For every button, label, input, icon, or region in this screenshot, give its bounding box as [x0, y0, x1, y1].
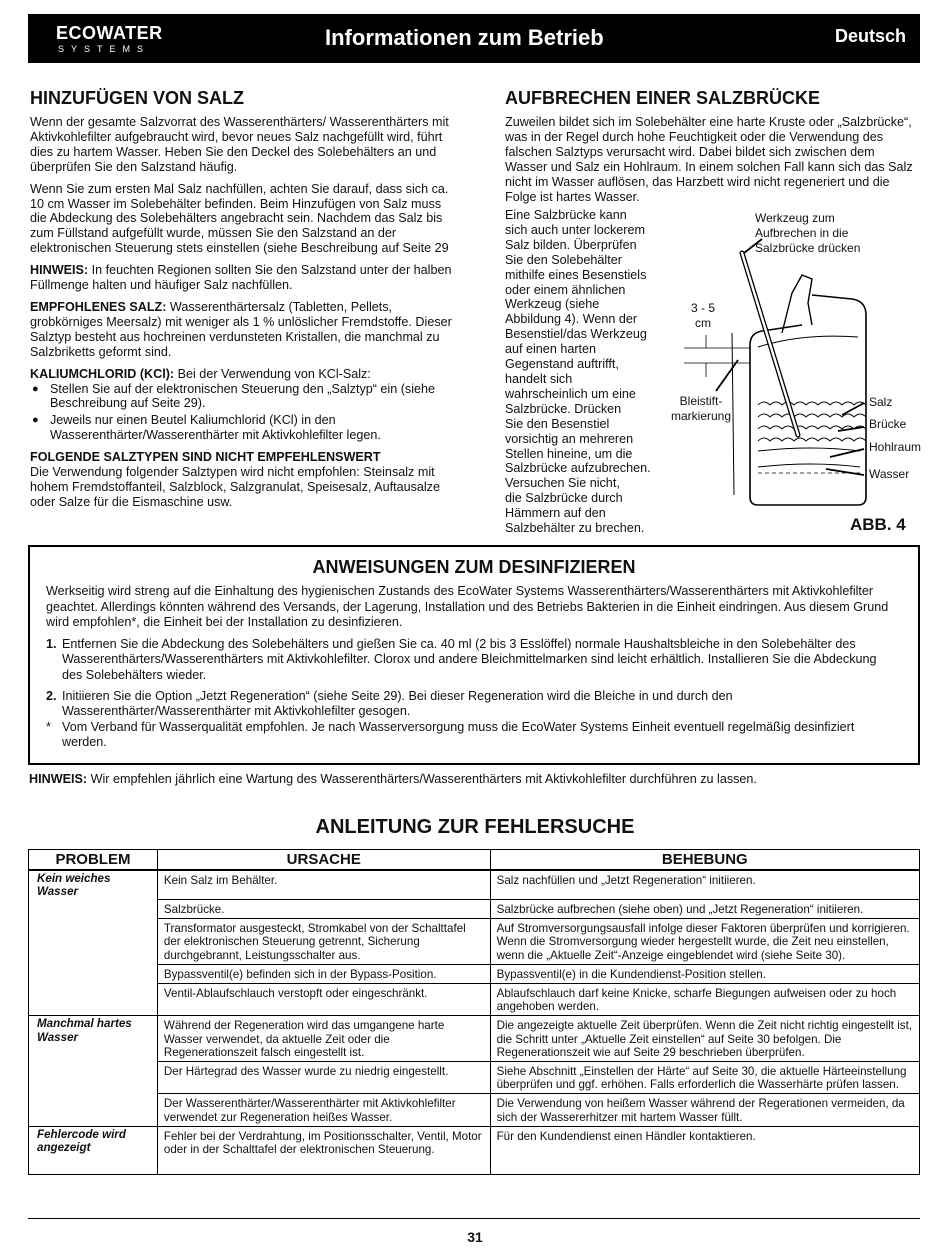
table-row [29, 870, 920, 899]
figure-label-cavity: Hohlraum [869, 440, 922, 454]
cell-problem [29, 1061, 158, 1093]
figure-salt-bridge [662, 205, 920, 540]
bridge-text-line: Versuchen Sie nicht, [505, 476, 620, 491]
bridge-text-line: oder einem ähnlichen [505, 282, 626, 297]
bridge-text-line: mithilfe eines Besenstiels [505, 267, 647, 282]
cell-problem: Manchmal hartes Wasser [29, 1016, 158, 1062]
kcl-bullet: ● Stellen Sie auf der elektronischen Steuerung den „Salztyp“ ein (siehe Beschreibung auf Seite 29). [32, 381, 436, 411]
figure-label-pencil-mark: Bleistift- markierung [670, 394, 732, 423]
footer-rule [28, 1218, 920, 1219]
cell-problem [29, 964, 158, 983]
figure-label-tool: Werkzeug zum Aufbrechen in die Salzbrücke drücken [755, 211, 861, 255]
bridge-text-line: handelt sich [505, 371, 573, 386]
table-row [29, 899, 920, 918]
bridge-paragraph-2 [505, 208, 675, 536]
cell-problem [29, 983, 158, 1015]
figure-label-measure: 3 - 5 cm [690, 301, 715, 330]
page-title: Informationen zum Betrieb [325, 25, 604, 50]
troubleshooting-title: ANLEITUNG ZUR FEHLERSUCHE [315, 816, 635, 838]
bullet-icon: ● [32, 414, 39, 427]
page-number: 31 [467, 1229, 483, 1245]
bridge-text-line: Hämmern auf den [505, 506, 606, 521]
not-recommended-heading: FOLGENDE SALZTYPEN SIND NICHT EMPFEHLENSWERT [30, 450, 381, 465]
salt-paragraph-1: Wenn der gesamte Salzvorrat des Wasserenthärters/ Wasserenthärters mit Aktivkohlefilter aufgebraucht wird, bevor neues Salz nachgefüllt wird, führt dies zu hartem Wasser. Heben Sie den Deckel des Solebehälters an und überprüfen Sie den Salzstand häufig. [30, 115, 449, 174]
salt-section [30, 88, 460, 510]
bridge-text-line: Salzbrücke aufzubrechen. [505, 461, 651, 476]
cell-cause: Transformator ausgesteckt, Stromkabel von der Schalttafel der elektronischen Steuerung getrennt, Sicherung durchgebrannt, Leistungsschalter aus. [157, 919, 490, 965]
cell-problem [29, 899, 158, 918]
bridge-text-line: vorsichtig an mehreren [505, 431, 634, 446]
table-header-row [29, 850, 920, 871]
bridge-text-line: Stellen hineine, um die [505, 446, 633, 461]
bridge-text-line: auf einen harten [505, 342, 597, 357]
table-row [29, 1094, 920, 1126]
table-row [29, 1016, 920, 1062]
cell-fix: Die Verwendung von heißem Wasser während der Regerationen vermeiden, da sich der Wassererhitzer mit hartem Wasser füllt. [490, 1094, 919, 1126]
header-bar [28, 14, 920, 63]
disinfect-heading: ANWEISUNGEN ZUM DESINFIZIEREN [312, 557, 636, 577]
cell-fix: Siehe Abschnitt „Einstellen der Härte“ auf Seite 30, die aktuelle Härteeinstellung überprüfen und ggf. erhöhen. Falls erforderlich die Wasserhärte prüfen lassen. [490, 1061, 919, 1093]
salt-paragraph-2: Wenn Sie zum ersten Mal Salz nachfüllen, achten Sie darauf, dass sich ca. 10 cm Wasser im Solebehälter befinden. Beim Hinzufügen von Salz muss die Abdeckung des Solebehälters angebracht sein. Nachdem das Salz bis zum Füllstand aufgefüllt wurde, müssen Sie den Salzstand an der elektronischen Steuerung stets einstellen (siehe Beschreibung auf Seite 29 [30, 181, 449, 256]
cell-problem [29, 1094, 158, 1126]
bridge-text-line: sich auch unter lockerem [505, 222, 645, 237]
column-header-problem: PROBLEM [29, 850, 158, 871]
cell-problem [29, 919, 158, 965]
cell-cause: Fehler bei der Verdrahtung, im Positionsschalter, Ventil, Motor oder in der Schalttafel der elektronischen Steuerung. [157, 1126, 490, 1174]
cell-cause: Während der Regeneration wird das umgangene harte Wasser verwendet, da aktuelle Zeit oder die Regenerationszeit falsch eingestellt ist. [157, 1016, 490, 1062]
brand-logo-name: ECOWATER [56, 23, 163, 43]
not-recommended-text: Die Verwendung folgender Salztypen wird nicht empfohlen: Steinsalz mit hohem Fremdstoffanteil, Salzblock, Salzgranulat, Speisesalz, Auftausalze oder Salze für die Eismaschine usw. [30, 465, 440, 509]
cell-fix: Bypassventil(e) in die Kundendienst-Position stellen. [490, 964, 919, 983]
kcl-bullet: ● Jeweils nur einen Beutel Kaliumchlorid (KCl) in den Wasserenthärter/Wasserenthärter mit Aktivkohlefilter legen. [32, 413, 381, 443]
figure-label-water: Wasser [869, 467, 910, 481]
brand-logo-subtitle: SYSTEMS [58, 44, 151, 54]
language-label: Deutsch [834, 26, 906, 46]
bullet-icon: ● [32, 382, 39, 395]
cell-cause: Kein Salz im Behälter. [157, 870, 490, 899]
figure-label-salt: Salz [869, 395, 893, 409]
bridge-text-line: Salzbehälter zu brechen. [505, 521, 645, 536]
bridge-text-line: Werkzeug (siehe [505, 297, 600, 312]
recommended-salt: EMPFOHLENES SALZ: Wasserenthärtersalz (Tabletten, Pellets, grobkörniges Meersalz) mit weniger als 1 % unlöslicher Fremdstoffe. Dieser Salztyp besteht aus hochreinen verdunsteten Kristallen, die manchmal zu Salzbriketts geformt sind. [30, 299, 452, 359]
cell-cause: Ventil-Ablaufschlauch verstopft oder eingeschränkt. [157, 983, 490, 1015]
table-row [29, 964, 920, 983]
table-row [29, 1126, 920, 1174]
cell-cause: Salzbrücke. [157, 899, 490, 918]
cell-problem: Kein weiches Wasser [29, 870, 158, 899]
bridge-text-line: Gegenstand auftrifft, [505, 357, 619, 372]
table-row [29, 919, 920, 965]
bridge-heading: AUFBRECHEN EINER SALZBRÜCKE [505, 88, 821, 108]
maintenance-hint: HINWEIS: Wir empfehlen jährlich eine Wartung des Wasserenthärters/Wasserenthärters mit Aktivkohlefilter durchführen zu lassen. [29, 772, 757, 786]
cell-cause: Der Wasserenthärter/Wasserenthärter mit Aktivkohlefilter verwendet zur Regeneration heißes Wasser. [157, 1094, 490, 1126]
bridge-text-line: Eine Salzbrücke kann [505, 208, 627, 222]
cell-fix: Auf Stromversorgungsausfall infolge dieser Faktoren überprüfen und korrigieren. Wenn die Stromversorgung wieder hergestellt wurde, die Zeit neu einstellen, wenn die „Aktuelle Zeit“-Anzeige eingeblendet wird (siehe Seite 30). [490, 919, 919, 965]
bridge-text-line: wahrscheinlich um eine [505, 386, 636, 401]
disinfect-footnote: * Vom Verband für Wasserqualität empfohlen. Je nach Wasserversorgung muss die EcoWater Systems Einheit eventuell regelmäßig desinfiziert werden. [46, 719, 855, 750]
salt-hint: HINWEIS: In feuchten Regionen sollten Sie den Salzstand unter der halben Füllmenge halten und häufiger Salz nachfüllen. [30, 263, 452, 293]
salt-heading: HINZUFÜGEN VON SALZ [30, 88, 244, 108]
bridge-text-line: Salz bilden. Überprüfen [505, 237, 637, 252]
bridge-text-line: Besenstiel/das Werkzeug [505, 327, 647, 342]
disinfect-box [28, 545, 920, 765]
cell-fix: Ablaufschlauch darf keine Knicke, scharfe Biegungen aufweisen oder zu hoch angehoben werden. [490, 983, 919, 1015]
figure-caption: ABB. 4 [850, 515, 906, 534]
table-row [29, 983, 920, 1015]
table-row [29, 1061, 920, 1093]
bridge-text-line: Salzbrücke. Drücken [505, 401, 622, 416]
bridge-text-line: Sie den Besenstiel [505, 416, 610, 431]
troubleshooting-table [28, 849, 920, 1175]
disinfect-step: 2. Initiieren Sie die Option „Jetzt Regeneration“ (siehe Seite 29). Bei dieser Regeneration wird die Bleiche in und durch den Wasserenthärter/Wasserenthärter mit Aktivkohlefilter gesogen. [46, 688, 733, 719]
kcl-intro: KALIUMCHLORID (KCl): Bei der Verwendung von KCl-Salz: [30, 366, 371, 381]
bridge-paragraph-1: Zuweilen bildet sich im Solebehälter eine harte Kruste oder „Salzbrücke“, was in der Regel durch hohe Feuchtigkeit oder die Verwendung des falschen Salztyps verursacht wird. Dabei bildet sich zwischen dem Wasser und Salz ein Hohlraum. In einem solchen Fall kann sich das Salz nicht im Wasser auflösen, das Harzbett wird nicht regeneriert und die Folge ist hartes Wasser. [505, 115, 913, 204]
cell-fix: Salzbrücke aufbrechen (siehe oben) und „Jetzt Regeneration“ initiieren. [490, 899, 919, 918]
cell-problem: Fehlercode wird angezeigt [29, 1126, 158, 1174]
disinfect-step: 1. Entfernen Sie die Abdeckung des Solebehälters und gießen Sie ca. 40 ml (2 bis 3 Esslöffel) normale Haushaltsbleiche in den Solebehälter des Wasserenthärters/Wasserenthärters mit Aktivkohlefilter. Clorox und andere Bleichmittelmarken sind leicht erhältlich. Installieren Sie die Abdeckung des Solebehälters wieder. [46, 636, 877, 682]
cell-cause: Bypassventil(e) befinden sich in der Bypass-Position. [157, 964, 490, 983]
disinfect-intro: Werkseitig wird streng auf die Einhaltung des hygienischen Zustands des EcoWater Systems Wasserenthärters/Wasserenthärters mit Aktivkohlefilter geachtet. Allerdings könnten während des Versands, der Lagerung, Installation und des Betriebs Bakterien in die Einheit eindringen. Aus diesem Grund wird empfohlen*, die Einheit bei der Installation zu desinfizieren. [46, 584, 889, 630]
bridge-text-line: Sie den Solebehälter [505, 252, 622, 267]
column-header-fix: BEHEBUNG [490, 850, 919, 871]
cell-fix: Für den Kundendienst einen Händler kontaktieren. [490, 1126, 919, 1174]
bridge-text-line: Abbildung 4). Wenn der [505, 312, 638, 327]
column-header-cause: URSACHE [157, 850, 490, 871]
bridge-section [505, 88, 917, 204]
cell-fix: Salz nachfüllen und „Jetzt Regeneration“ initiieren. [490, 870, 919, 899]
cell-fix: Die angezeigte aktuelle Zeit überprüfen. Wenn die Zeit nicht richtig eingestellt ist, die Schritt unter „Aktuelle Zeit einstellen“ auf Seite 30 befolgen. Die Regenerationszeit wie auf Seite 29 beschrieben überprüfen. [490, 1016, 919, 1062]
cell-cause: Der Härtegrad des Wasser wurde zu niedrig eingestellt. [157, 1061, 490, 1093]
bridge-text-line: die Salzbrücke durch [505, 491, 623, 506]
figure-label-bridge: Brücke [869, 417, 907, 431]
